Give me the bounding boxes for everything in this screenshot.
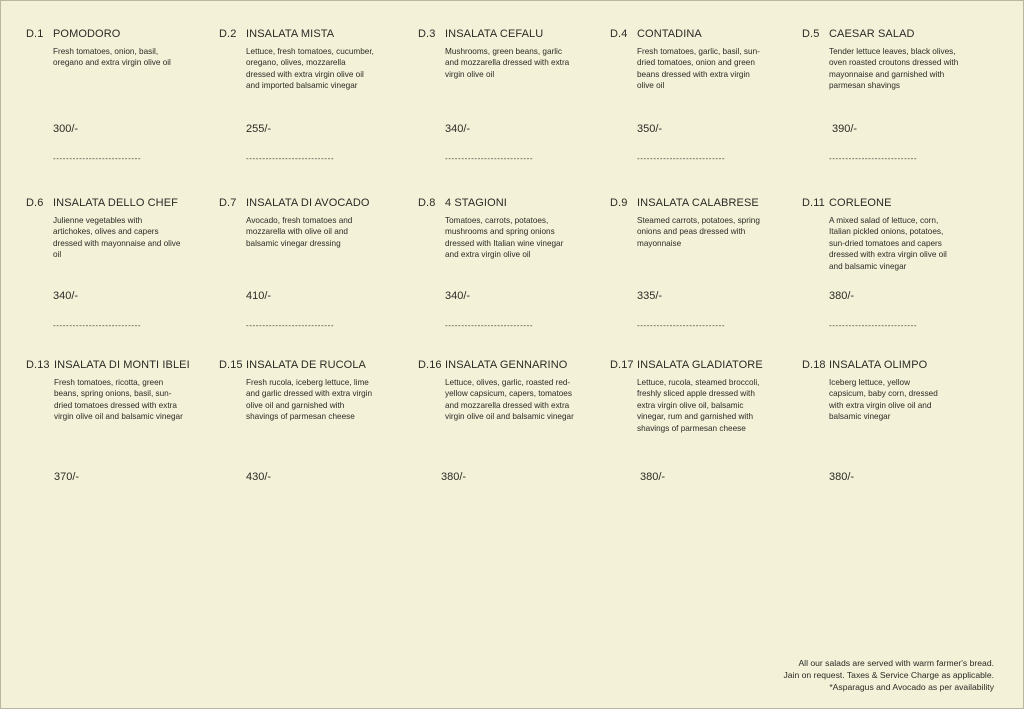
item-code: D.4 (610, 28, 628, 40)
item-name: INSALATA GLADIATORE (637, 359, 763, 371)
item-code: D.7 (219, 197, 237, 209)
item-code: D.16 (418, 359, 442, 371)
item-price: 370/- (54, 471, 80, 483)
menu-item-d7 (219, 197, 404, 337)
item-description: Julienne vegetables with artichokes, olives and capers dressed with mayonnaise and olive oil (53, 216, 181, 260)
item-description: Mushrooms, green beans, garlic and mozzarella dressed with extra virgin olive oil (445, 47, 570, 79)
item-code: D.15 (219, 359, 243, 371)
item-price: 340/- (445, 290, 471, 302)
menu-item-d17 (610, 359, 795, 489)
item-name: CORLEONE (829, 197, 892, 209)
footer-notes (783, 657, 994, 694)
item-description: A mixed salad of lettuce, corn, Italian pickled onions, potatoes, sun-dried tomatoes and capers dressed with extra virgin olive oil and balsamic vinegar (829, 216, 947, 271)
divider: --------------------------- (829, 321, 918, 330)
divider: --------------------------- (637, 154, 726, 163)
menu-item-d6 (26, 197, 211, 337)
item-name: INSALATA CALABRESE (637, 197, 759, 209)
item-description: Steamed carrots, potatoes, spring onions and peas dressed with mayonnaise (637, 216, 760, 248)
item-price: 380/- (441, 471, 467, 483)
menu-item-d15 (219, 359, 404, 489)
item-price: 335/- (637, 290, 663, 302)
item-description: Iceberg lettuce, yellow capsicum, baby corn, dressed with extra virgin olive oil and balsamic vinegar (829, 378, 938, 422)
item-price: 340/- (53, 290, 79, 302)
item-code: D.2 (219, 28, 237, 40)
item-code: D.17 (610, 359, 634, 371)
item-description: Fresh tomatoes, ricotta, green beans, spring onions, basil, sun-dried tomatoes dressed with extra virgin olive oil and balsamic vinegar (54, 378, 183, 422)
menu-item-d1 (26, 28, 211, 168)
item-name: 4 STAGIONI (445, 197, 507, 209)
item-price: 380/- (829, 471, 855, 483)
item-code: D.5 (802, 28, 820, 40)
item-name: INSALATA DI MONTI IBLEI (54, 359, 190, 371)
item-price: 430/- (246, 471, 272, 483)
item-description: Fresh tomatoes, onion, basil, oregano and extra virgin olive oil (53, 47, 171, 68)
item-code: D.18 (802, 359, 826, 371)
item-price: 380/- (640, 471, 666, 483)
menu-item-d8 (418, 197, 603, 337)
menu-item-d3 (418, 28, 603, 168)
item-name: INSALATA CEFALU (445, 28, 544, 40)
divider: --------------------------- (829, 154, 918, 163)
divider: --------------------------- (246, 154, 335, 163)
item-code: D.6 (26, 197, 44, 209)
item-description: Tomatoes, carrots, potatoes, mushrooms and spring onions dressed with Italian wine vinegar and extra virgin olive oil (445, 216, 564, 260)
item-code: D.1 (26, 28, 44, 40)
divider: --------------------------- (445, 321, 534, 330)
item-description: Lettuce, olives, garlic, roasted red-yellow capsicum, capers, tomatoes and mozzarella dressed with extra virgin olive oil and balsamic vinegar (445, 378, 574, 422)
item-name: CAESAR SALAD (829, 28, 915, 40)
item-description: Fresh rucola, iceberg lettuce, lime and garlic dressed with extra virgin olive oil and garnished with shavings of parmesan cheese (246, 378, 373, 422)
divider: --------------------------- (53, 321, 142, 330)
item-description: Avocado, fresh tomatoes and mozzarella with olive oil and balsamic vinegar dressing (246, 216, 353, 248)
menu-item-d13 (26, 359, 211, 489)
item-code: D.11 (802, 197, 825, 209)
item-description: Fresh tomatoes, garlic, basil, sun-dried tomatoes, onion and green beans dressed with extra virgin olive oil (637, 47, 760, 91)
item-name: CONTADINA (637, 28, 702, 40)
divider: --------------------------- (246, 321, 335, 330)
footer-bread-note: All our salads are served with warm farmer's bread. (798, 658, 994, 668)
menu-item-d5 (802, 28, 987, 168)
item-price: 255/- (246, 123, 272, 135)
item-name: INSALATA DI AVOCADO (246, 197, 370, 209)
menu-item-d2 (219, 28, 404, 168)
item-price: 380/- (829, 290, 855, 302)
item-price: 340/- (445, 123, 471, 135)
item-name: INSALATA GENNARINO (445, 359, 568, 371)
item-name: INSALATA MISTA (246, 28, 335, 40)
footer-availability-note: *Asparagus and Avocado as per availability (829, 682, 994, 693)
item-description: Lettuce, fresh tomatoes, cucumber, oregano, olives, mozzarella dressed with extra virgin olive oil and imported balsamic vinegar (246, 47, 374, 91)
divider: --------------------------- (445, 154, 534, 163)
menu-item-d9 (610, 197, 795, 337)
item-description: Tender lettuce leaves, black olives, oven roasted croutons dressed with mayonnaise and garnished with parmesan shavings (829, 47, 959, 91)
item-name: INSALATA DE RUCOLA (246, 359, 366, 371)
item-price: 350/- (637, 123, 663, 135)
item-name: INSALATA OLIMPO (829, 359, 928, 371)
item-price: 410/- (246, 290, 272, 302)
footer-jain-tax-note: Jain on request. Taxes & Service Charge as applicable. (783, 670, 994, 681)
item-name: POMODORO (53, 28, 121, 40)
item-price: 300/- (53, 123, 79, 135)
item-code: D.13 (26, 359, 50, 371)
menu-item-d18 (802, 359, 987, 489)
item-price: 390/- (832, 123, 858, 135)
item-code: D.3 (418, 28, 436, 40)
item-code: D.9 (610, 197, 628, 209)
menu-item-d4 (610, 28, 795, 168)
menu-item-d11 (802, 197, 987, 337)
item-code: D.8 (418, 197, 436, 209)
item-description: Lettuce, rucola, steamed broccoli, freshly sliced apple dressed with extra virgin olive oil, balsamic vinegar, rum and garnished with shavings of parmesan cheese (637, 378, 760, 433)
item-name: INSALATA DELLO CHEF (53, 197, 178, 209)
divider: --------------------------- (53, 154, 142, 163)
divider: --------------------------- (637, 321, 726, 330)
menu-item-d16 (418, 359, 603, 489)
